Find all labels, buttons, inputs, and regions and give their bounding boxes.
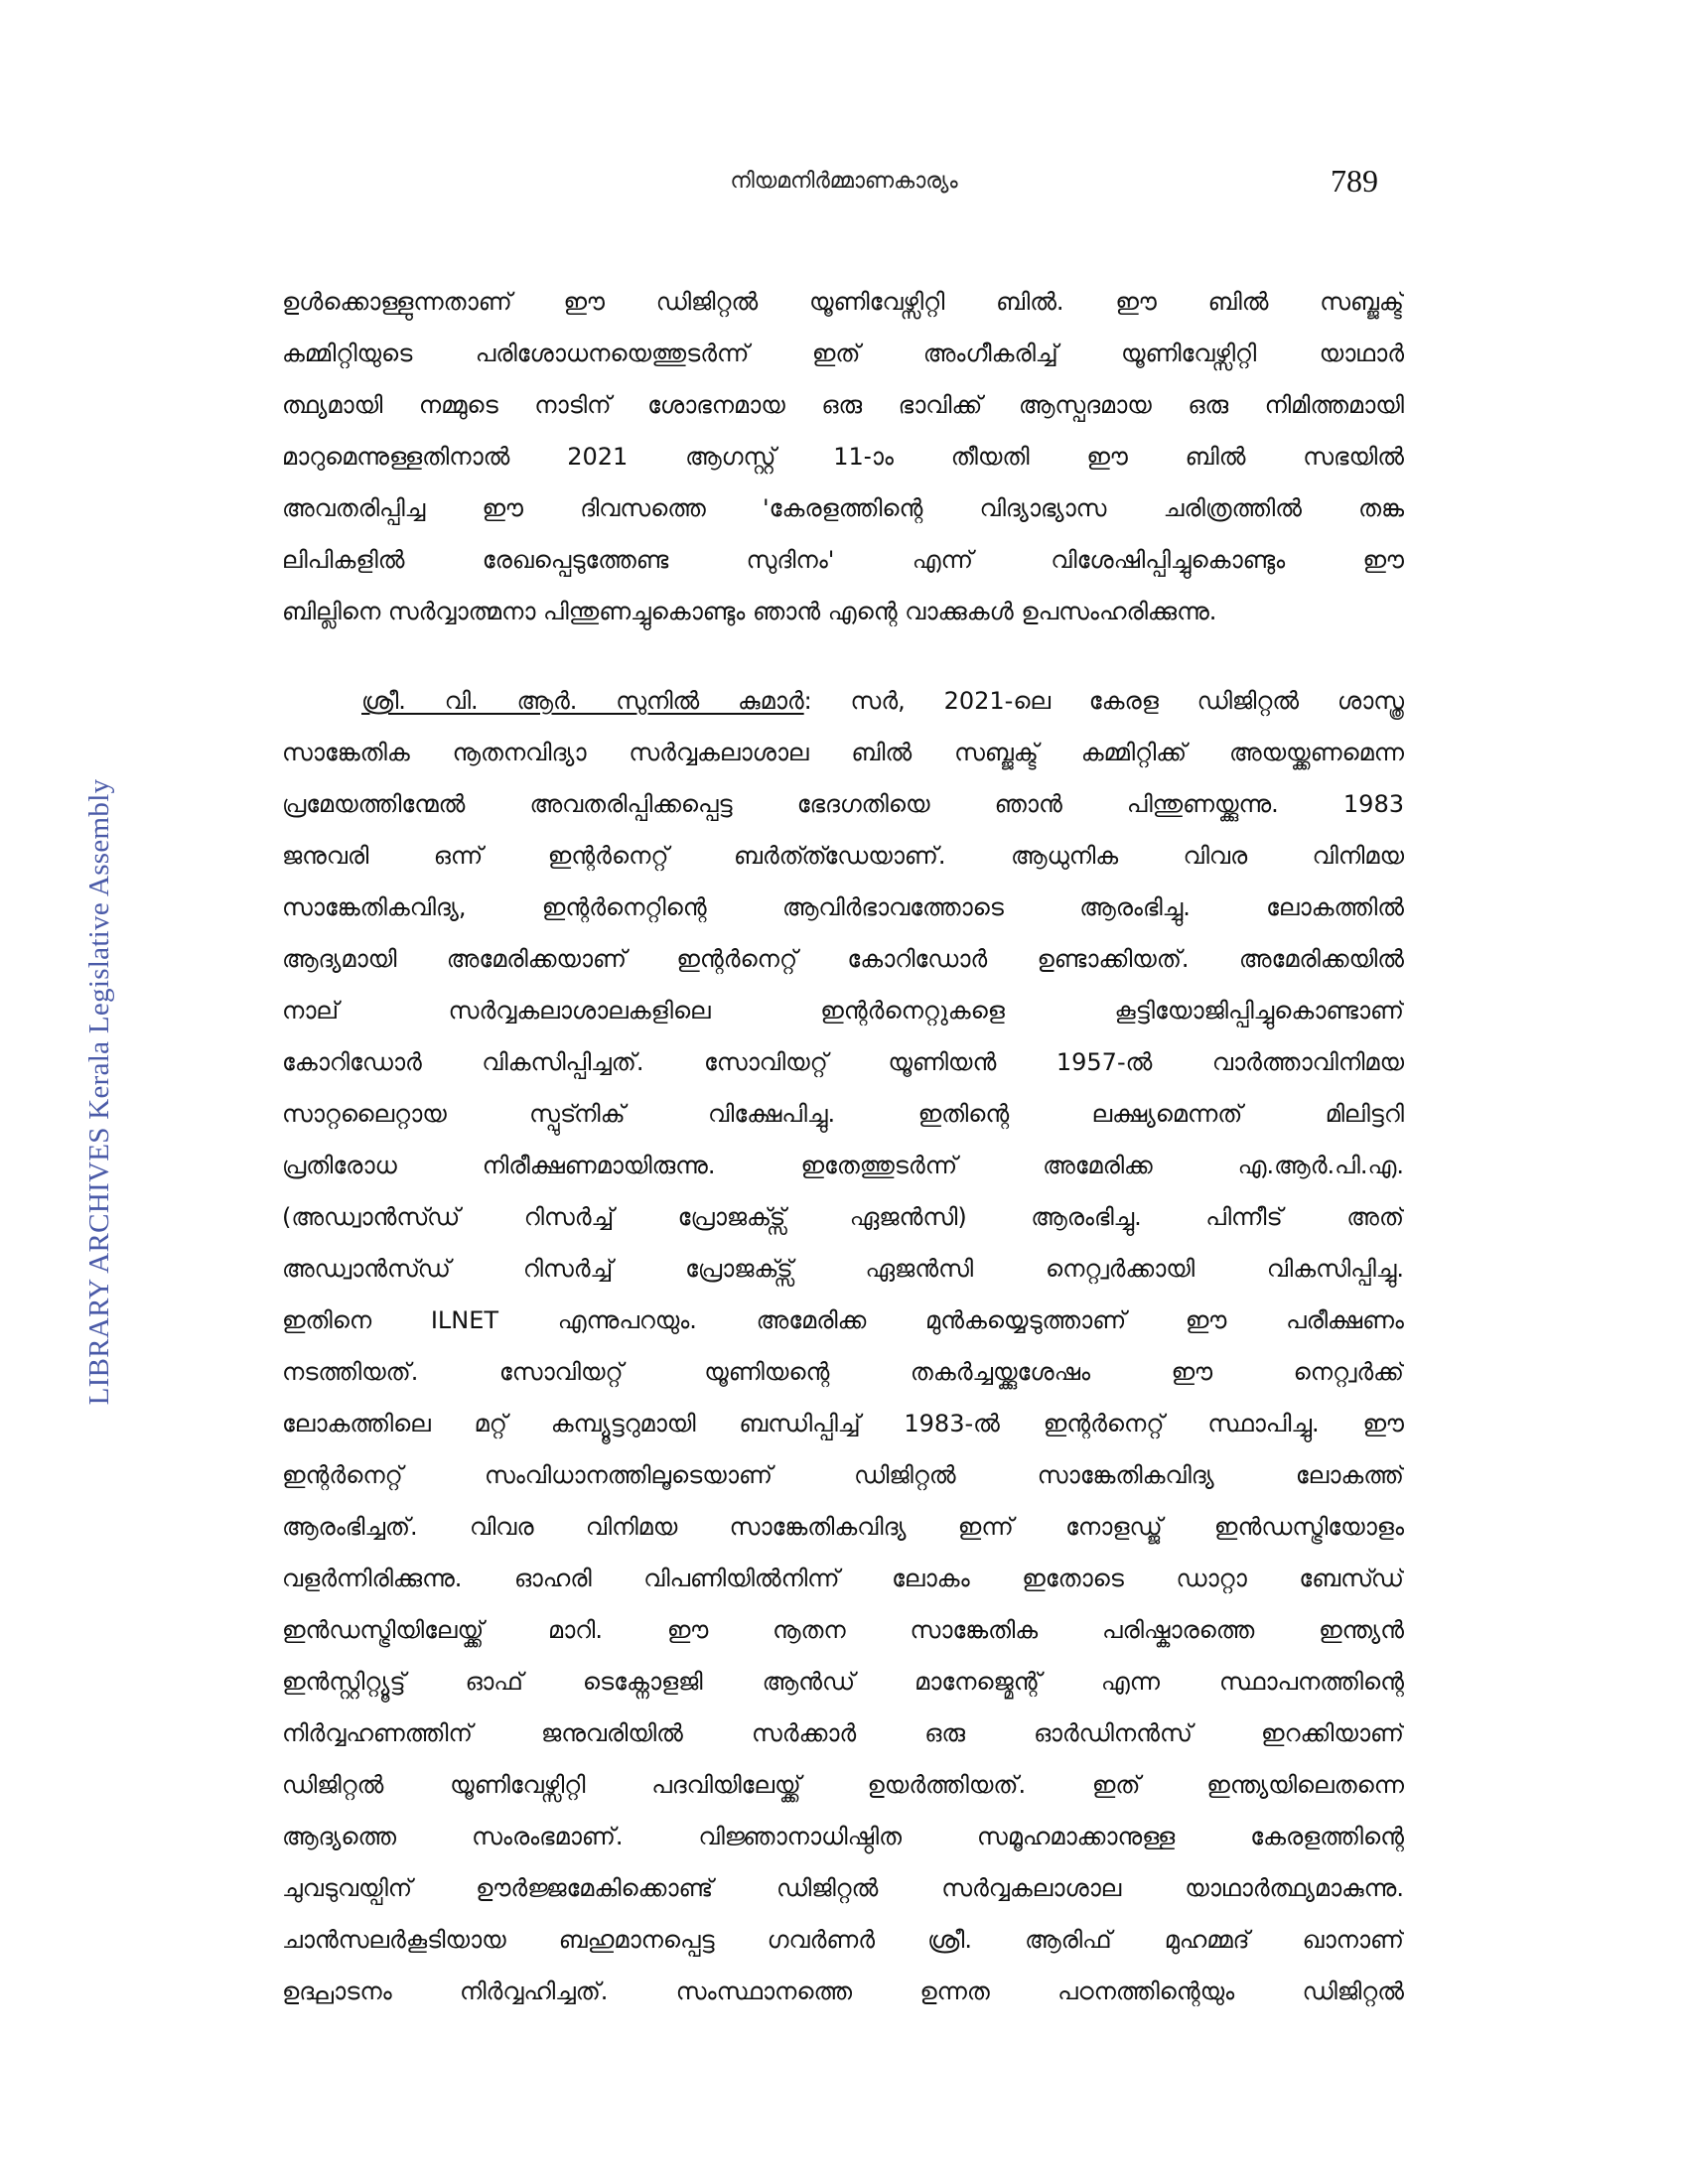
text-line: ആദ്യത്തെ സംരംഭമാണ്. വിജ്ഞാനാധിഷ്ഠിത സമൂഹമാക്കാനുള്ള കേരളത്തിന്റെ [282,1823,1404,1850]
text-line: സാങ്കേതിക നൂതനവിദ്യാ സർവ്വകലാശാല ബിൽ സബ്ജക്ട് കമ്മിറ്റിക്ക് അയയ്ക്കണമെന്ന [282,739,1404,766]
text-line: ലിപികളിൽ രേഖപ്പെടുത്തേണ്ട സുദിനം' എന്ന് വിശേഷിപ്പിച്ചുകൊണ്ടും ഈ [282,546,1404,574]
text-line: ആദ്യമായി അമേരിക്കയാണ് ഇന്റർനെറ്റ് കോറിഡോർ ഉണ്ടാക്കിയത്. അമേരിക്കയിൽ [282,945,1404,973]
text-line: ത്ഥ്യമായി നമ്മുടെ നാടിന് ശോഭനമായ ഒരു ഭാവിക്ക് ആസ്പദമായ ഒരു നിമിത്തമായി [282,391,1404,419]
text-line: അഡ്വാൻസ്ഡ് റിസർച്ച് പ്രോജക്ട്സ് ഏജൻസി നെറ്റ്വർക്കായി വികസിപ്പിച്ചു. [282,1255,1404,1283]
paragraph-speech [282,675,1404,2017]
text-line: സാങ്കേതികവിദ്യ, ഇന്റർനെറ്റിന്റെ ആവിർഭാവത്തോടെ ആരംഭിച്ചു. ലോകത്തിൽ [282,893,1404,921]
paragraph-gap [282,637,1404,675]
text-line: കോറിഡോർ വികസിപ്പിച്ചത്. സോവിയറ്റ് യൂണിയൻ 1957-ൽ വാർത്താവിനിമയ [282,1048,1404,1076]
text-line: പ്രമേയത്തിന്മേൽ അവതരിപ്പിക്കപ്പെട്ട ഭേദഗതിയെ ഞാൻ പിന്തുണയ്ക്കുന്നു. 1983 [282,790,1404,818]
speech-first-line [282,675,1404,727]
text-line: ഡിജിറ്റൽ യൂണിവേഴ്സിറ്റി പദവിയിലേയ്ക്ക് ഉയർത്തിയത്. ഇത് ഇന്ത്യയിലെതന്നെ [282,1771,1404,1799]
archive-watermark: LIBRARY ARCHIVES Kerala Legislative Assembly [83,778,115,1406]
text-line: ഇതിനെ ILNET എന്നുപറയും. അമേരിക്ക മുൻകയ്യെടുത്താണ് ഈ പരീക്ഷണം [282,1306,1404,1334]
text-line: ഇൻഡസ്ട്രിയിലേയ്ക്ക് മാറി. ഈ നൂതന സാങ്കേതിക പരിഷ്കാരത്തെ ഇന്ത്യൻ [282,1616,1404,1644]
text-line: പ്രതിരോധ നിരീക്ഷണമായിരുന്നു. ഇതേത്തുടർന്ന് അമേരിക്ക എ.ആർ.പി.എ. [282,1152,1404,1179]
speaker-name: ശ്രീ. വി. ആർ. സുനിൽ കുമാർ [361,687,804,715]
text-line: ഉൾക്കൊള്ളുന്നതാണ് ഈ ഡിജിറ്റൽ യൂണിവേഴ്സിറ്റി ബിൽ. ഈ ബിൽ സബ്ജക്ട് [282,288,1404,316]
text-line: ബില്ലിനെ സർവ്വാത്മനാ പിന്തുണച്ചുകൊണ്ടും ഞാൻ എന്റെ വാക്കുകൾ ഉപസംഹരിക്കുന്നു. [282,598,1217,625]
text-line: ആരംഭിച്ചത്. വിവര വിനിമയ സാങ്കേതികവിദ്യ ഇന്ന് നോളഡ്ജ് ഇൻഡസ്ട്രിയോളം [282,1513,1404,1541]
text-line: കമ്മിറ്റിയുടെ പരിശോധനയെത്തുടർന്ന് ഇത് അംഗീകരിച്ച് യൂണിവേഴ്സിറ്റി യാഥാർ [282,340,1404,367]
text-line: വളർന്നിരിക്കുന്നു. ഓഹരി വിപണിയിൽനിന്ന് ലോകം ഇതോടെ ഡാറ്റാ ബേസ്ഡ് [282,1565,1404,1592]
text-line: ലോകത്തിലെ മറ്റ് കമ്പ്യൂട്ടറുമായി ബന്ധിപ്പിച്ച് 1983-ൽ ഇന്റർനെറ്റ് സ്ഥാപിച്ചു. ഈ [282,1410,1404,1437]
text-line: മാറുമെന്നുള്ളതിനാൽ 2021 ആഗസ്റ്റ് 11-ാം തീയതി ഈ ബിൽ സഭയിൽ [282,443,1404,471]
page-number: 789 [1331,163,1378,199]
text-line: ഉദ്ഘാടനം നിർവ്വഹിച്ചത്. സംസ്ഥാനത്തെ ഉന്നത പഠനത്തിന്റെയും ഡിജിറ്റൽ [282,1978,1404,2005]
text-line: നിർവ്വഹണത്തിന് ജനുവരിയിൽ സർക്കാർ ഒരു ഓർഡിനൻസ് ഇറക്കിയാണ് [282,1719,1404,1747]
text-line: ചുവടുവയ്പിന് ഊർജ്ജമേകിക്കൊണ്ട് ഡിജിറ്റൽ സർവ്വകലാശാല യാഥാർത്ഥ്യമാകുന്നു. [282,1874,1404,1902]
text-line: നാല് സർവ്വകലാശാലകളിലെ ഇന്റർനെറ്റുകളെ കൂട്ടിയോജിപ്പിച്ചുകൊണ്ടാണ് [282,997,1404,1024]
text-line: സാറ്റലൈറ്റായ സ്പുട്നിക് വിക്ഷേപിച്ചു. ഇതിന്റെ ലക്ഷ്യമെന്നത് മിലിട്ടറി [282,1100,1404,1128]
running-title: നിയമനിർമ്മാണകാര്യം [730,169,958,194]
text-line: ഇന്റർനെറ്റ് സംവിധാനത്തിലൂടെയാണ് ഡിജിറ്റൽ സാങ്കേതികവിദ്യ ലോകത്ത് [282,1461,1404,1489]
text-line: ഇൻസ്റ്റിറ്റ്യൂട്ട് ഓഫ് ടെക്നോളജി ആൻഡ് മാനേജ്മെന്റ് എന്ന സ്ഥാപനത്തിന്റെ [282,1668,1404,1696]
text-line: ചാൻസലർകൂടിയായ ബഹുമാനപ്പെട്ട ഗവർണർ ശ്രീ. ആരിഫ് മുഹമ്മദ് ഖാനാണ് [282,1926,1404,1954]
text-line: നടത്തിയത്. സോവിയറ്റ് യൂണിയന്റെ തകർച്ചയ്ക്കുശേഷം ഈ നെറ്റ്വർക്ക് [282,1358,1404,1386]
text-line: ജനുവരി ഒന്ന് ഇന്റർനെറ്റ് ബർത്ത്ഡേയാണ്. ആധുനിക വിവര വിനിമയ [282,842,1404,870]
speech-first-line-text: : സർ, 2021-ലെ കേരള ഡിജിറ്റൽ ശാസ്ത്ര [803,687,1404,715]
document-body [282,276,1404,2017]
text-line: (അഡ്വാൻസ്ഡ് റിസർച്ച് പ്രോജക്ട്സ് ഏജൻസി) ആരംഭിച്ചു. പിന്നീട് അത് [282,1203,1404,1231]
paragraph-conclusion [282,276,1404,637]
text-line: അവതരിപ്പിച്ച ഈ ദിവസത്തെ 'കേരളത്തിന്റെ വിദ്യാഭ്യാസ ചരിത്രത്തിൽ തങ്ക [282,494,1404,522]
